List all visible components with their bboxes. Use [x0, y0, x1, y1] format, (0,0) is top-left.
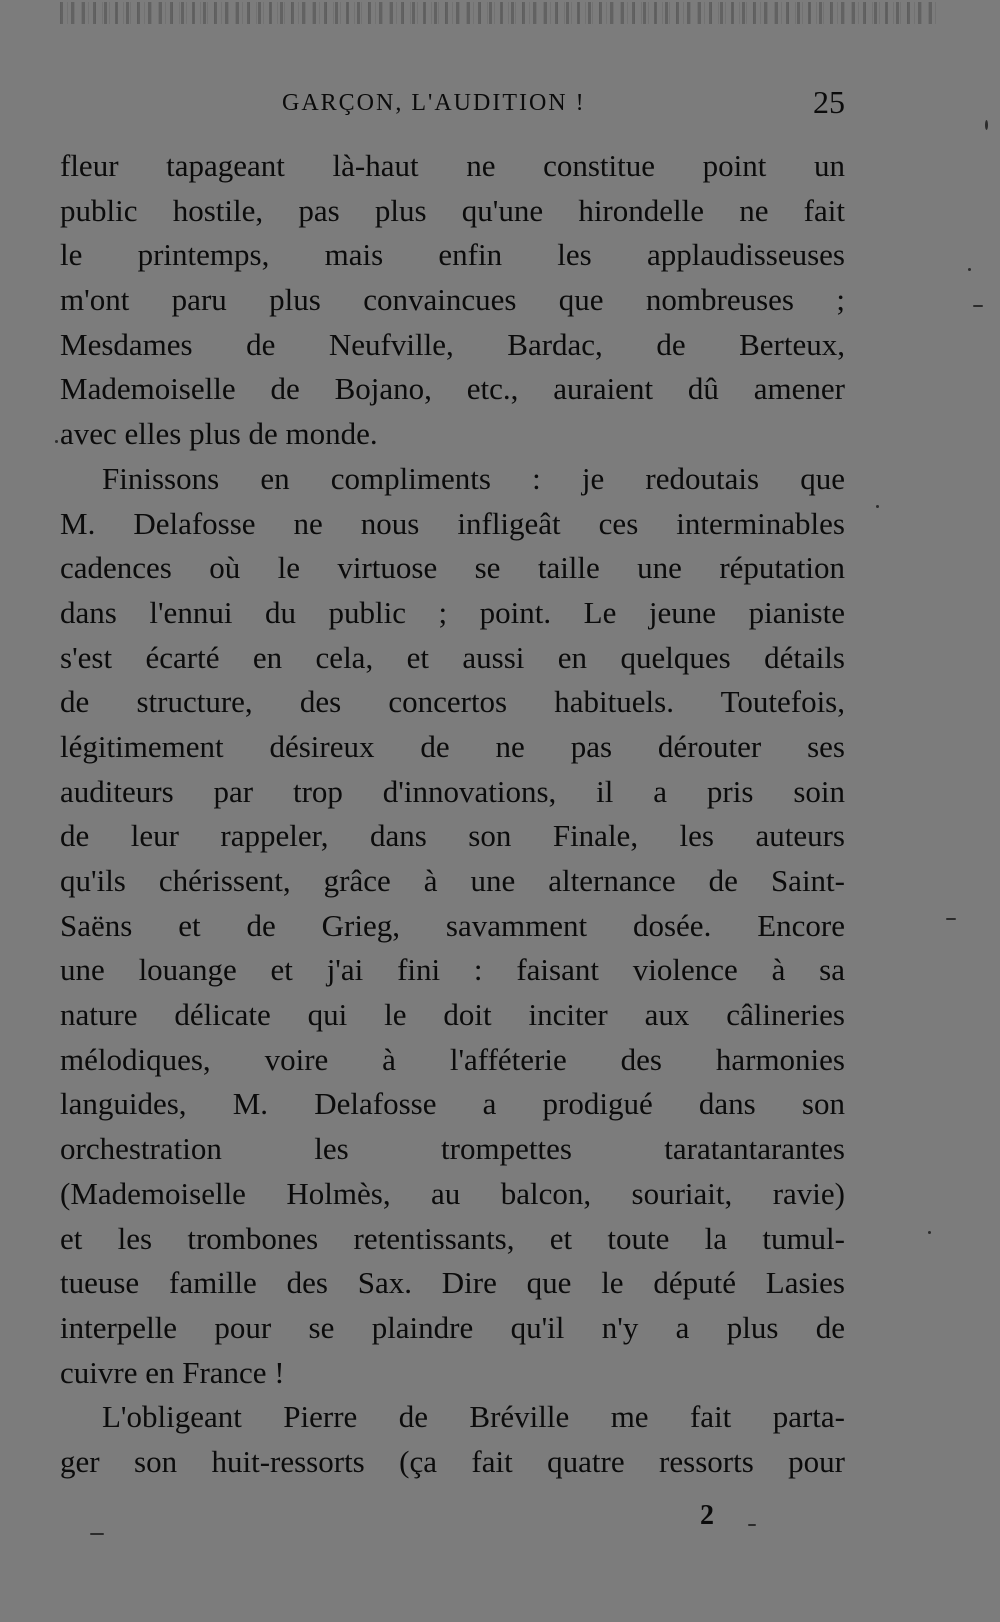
text-line: de structure, des concertos habituels. Toutefois,	[60, 684, 845, 720]
text-line: orchestration les trompettes taratantarantes	[60, 1131, 845, 1167]
text-line: public hostile, pas plus qu'une hirondelle ne fait	[60, 192, 845, 228]
scan-speck	[876, 505, 879, 508]
scan-speck	[985, 120, 988, 130]
text-line: le printemps, mais enfin les applaudisseuses	[60, 237, 845, 273]
text-line: s'est écarté en cela, et aussi en quelques détails	[60, 639, 845, 675]
scan-speck	[748, 1524, 756, 1526]
text-line: Saëns et de Grieg, savamment dosée. Encore	[60, 907, 845, 943]
scan-speck	[928, 1231, 931, 1234]
text-line: qu'ils chérissent, grâce à une alternance de Saint-	[60, 863, 845, 898]
running-head	[60, 84, 850, 124]
text-line: avec elles plus de monde.	[60, 416, 378, 452]
page-number: 25	[813, 84, 845, 120]
text-line: Mesdames de Neufville, Bardac, de Berteux,	[60, 326, 845, 362]
text-line: L'obligeant Pierre de Bréville me fait parta-	[102, 1399, 845, 1435]
text-line: dans l'ennui du public ; point. Le jeune pianiste	[60, 594, 845, 630]
text-line: m'ont paru plus convaincues que nombreuses ;	[60, 282, 845, 318]
scan-noise	[60, 2, 940, 24]
text-line: fleur tapageant là-haut ne constitue point un	[60, 148, 845, 183]
text-line: interpelle pour se plaindre qu'il n'y a plus de	[60, 1309, 845, 1345]
running-title: GARÇON, L'AUDITION !	[282, 90, 586, 116]
scan-speck	[55, 440, 58, 443]
text-line: Finissons en compliments : je redoutais que	[102, 460, 845, 496]
text-line: cuivre en France !	[60, 1354, 285, 1390]
scan-speck	[90, 1533, 104, 1535]
text-line: M. Delafosse ne nous infligeât ces interminables	[60, 505, 845, 541]
text-line: ger son huit-ressorts (ça fait quatre ressorts pour	[60, 1443, 845, 1479]
scan-speck	[968, 268, 971, 271]
signature-mark: 2	[700, 1500, 714, 1531]
text-line: auditeurs par trop d'innovations, il a pris soin	[60, 773, 845, 809]
text-line: de leur rappeler, dans son Finale, les auteurs	[60, 818, 845, 854]
text-line: une louange et j'ai fini : faisant violence à sa	[60, 952, 845, 988]
text-line: légitimement désireux de ne pas dérouter ses	[60, 728, 845, 764]
scan-speck	[946, 918, 956, 920]
body-text	[60, 144, 845, 1485]
text-line: nature délicate qui le doit inciter aux câlineries	[60, 997, 845, 1033]
text-line: Mademoiselle de Bojano, etc., auraient dû amener	[60, 371, 845, 407]
text-line: languides, M. Delafosse a prodigué dans son	[60, 1086, 845, 1122]
text-line: et les trombones retentissants, et toute la tumul-	[60, 1220, 845, 1256]
text-line: cadences où le virtuose se taille une réputation	[60, 550, 845, 586]
text-line: mélodiques, voire à l'afféterie des harmonies	[60, 1041, 845, 1077]
text-line: (Mademoiselle Holmès, au balcon, souriait, ravie)	[60, 1175, 845, 1211]
text-line: tueuse famille des Sax. Dire que le député Lasies	[60, 1265, 845, 1301]
scan-speck	[973, 305, 983, 307]
